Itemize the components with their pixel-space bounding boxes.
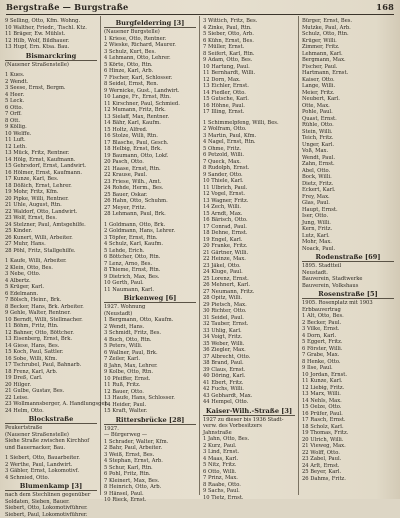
directory-entry: 28 Opitz, Willi. xyxy=(203,295,295,302)
directory-entry: 27 Meyer, Fritz. xyxy=(104,205,196,212)
directory-entry: 4 Albertz. xyxy=(5,278,97,285)
directory-entry: 15 Gehrsdorf, Ernst, Landwirt. xyxy=(5,163,97,170)
directory-entry: 7 Fischer, Karl, Schlosser. xyxy=(104,75,196,82)
directory-entry: 10 Rieck, Ernst. xyxy=(104,497,196,504)
directory-entry: 14 Heider, Paul. xyxy=(104,402,196,409)
directory-entry: 10 Gerth, Paul. xyxy=(104,280,196,287)
directory-entry: 31 Seidel, Paul. xyxy=(203,315,295,322)
header-rule xyxy=(6,14,394,15)
directory-entry: 39 Claus, Ernst. xyxy=(203,367,295,374)
directory-entry: 18 Dößich, Ernst, Lehrer. xyxy=(5,183,97,190)
directory-entry: 14 Giese, Hans, Bes. xyxy=(5,343,97,350)
directory-entry: 13 Eichler, Ernst. xyxy=(203,83,295,90)
directory-entry: Schulz, Otto, Rtn. xyxy=(302,31,394,38)
directory-entry: Erbbauvertrag xyxy=(302,307,394,314)
directory-entry: 8 Jahn, Max, Lehrer. xyxy=(104,363,196,370)
directory-entry: Voß, Max. xyxy=(302,148,394,155)
directory-entry: 12 Liebig, Fritz. xyxy=(302,385,394,392)
directory-entry: 29 Pietsch, Max. xyxy=(203,302,295,309)
directory-entry: Stein, Willi. xyxy=(302,129,394,136)
directory-entry: 23 Zabel, Paul. xyxy=(302,456,394,463)
directory-entry: Hartmann, Ernst. xyxy=(302,70,394,77)
directory-entry: 3 Weiß, Ernst, Bes. xyxy=(104,452,196,459)
directory-entry: 12 Vogel, Ernst. xyxy=(203,191,295,198)
directory-entry: Kaiser, Otto. xyxy=(302,77,394,84)
directory-entry: Peukertstraße xyxy=(5,425,97,432)
directory-entry: 37 Albrecht, Otto. xyxy=(203,354,295,361)
directory-entry: Zimmer, Fritz. xyxy=(302,44,394,51)
directory-entry: 7 Müller, Ernst. xyxy=(203,44,295,51)
directory-entry: (Nauener Straßenstelle) xyxy=(5,432,97,439)
directory-entry: 9 Selling, Otto, Kfm. Wohng. xyxy=(5,18,97,25)
directory-entry: 9 Sachs, Paul. xyxy=(203,488,295,495)
directory-entry: 7 Prinz, Max. xyxy=(203,475,295,482)
directory-entry: 3 Schulz, Kurt, Bes. xyxy=(104,49,196,56)
directory-entry: 10 Jordan, Ernst. xyxy=(302,372,394,379)
directory-entry: 13 Wagner, Fritz. xyxy=(203,198,295,205)
directory-entry: 5 Körte, Otto, Rtn. xyxy=(104,62,196,69)
street-heading: Rosenstraße [5] xyxy=(302,290,394,299)
directory-entry: 5 Nitz, Fritz. xyxy=(203,462,295,469)
directory-entry: 10 Berndt, Willi, Stellmacher. xyxy=(5,317,97,324)
directory-entry: 3 Nebe, Otto. xyxy=(5,271,97,278)
directory-entry: Wendt, Paul. xyxy=(302,155,394,162)
directory-entry: 8 Heinrich, Otto, Arb. xyxy=(104,484,196,491)
directory-entry: 4 Maas, Karl. xyxy=(203,456,295,463)
directory-entry: 11 Naumann, Karl. xyxy=(104,287,196,294)
directory-entry: (Nauener Straßenstelle) xyxy=(5,62,97,69)
directory-entry: 4 Stephan, Ernst, Arb. xyxy=(104,458,196,465)
directory-entry: 17 Illing, Ernst. xyxy=(203,109,295,116)
directory-entry: 5 Krüger, Karl. xyxy=(5,284,97,291)
directory-entry: Lutz, Karl. xyxy=(302,233,394,240)
directory-entry: 8 Thieme, Ernst, Rtn. xyxy=(104,267,196,274)
directory-entry: 2 Wieske, Richard, Maurer. xyxy=(104,42,196,49)
directory-entry: 22 Wolff, Otto. xyxy=(302,450,394,457)
directory-entry: 20 Franke, Fritz. xyxy=(203,243,295,250)
directory-entry: 1 Kaufe, Willi, Arbeiter. xyxy=(5,258,97,265)
directory-entry: Dietz, Fritz. xyxy=(302,181,394,188)
directory-entry: 38 Brand, Paul. xyxy=(203,360,295,367)
directory-entry: 2 Becker, Paul. xyxy=(302,320,394,327)
directory-entry: 2 Goldmann, Hans, Lehrer. xyxy=(104,228,196,235)
directory-entry: 40 Döring, Karl. xyxy=(203,373,295,380)
directory-entry: 1 Kriese, Otto, Rentner. xyxy=(104,36,196,43)
street-heading: Kaiser-Wilh.-Straße [3] xyxy=(203,407,295,416)
directory-entry: 25 Lorenz, Ernst. xyxy=(203,276,295,283)
directory-entry: 4 Buch, Otto, Rtn. xyxy=(104,337,196,344)
column-3 xyxy=(203,18,295,495)
directory-entry: 8 Seifert, Karl, Rtn. xyxy=(203,51,295,58)
directory-entry: Glas, Paul. xyxy=(302,200,394,207)
directory-entry: 5 Sieber, Otto, Arb. xyxy=(203,31,295,38)
directory-entry: 43 Gebhardt, Max. xyxy=(203,393,295,400)
directory-entry: 11 Kunze, Karl. xyxy=(302,378,394,385)
directory-entry: 12 Dorn, Max. xyxy=(203,77,295,84)
directory-entry: 16 Prüfer, Paul. xyxy=(302,411,394,418)
directory-entry: 1 Kues. xyxy=(5,72,97,79)
street-heading: Rodenstraße [69] xyxy=(302,253,394,262)
column-2 xyxy=(104,18,196,495)
directory-entry: Frey, Max. xyxy=(302,194,394,201)
directory-entry: 26 Hahn, Otto, Schuhm. xyxy=(104,198,196,205)
directory-entry: 6 Edelmann. xyxy=(5,291,97,298)
directory-entry: 15 Oelze, Otto. xyxy=(302,404,394,411)
directory-entry: 1927. xyxy=(104,426,196,433)
column-divider xyxy=(199,16,200,495)
directory-entry: 19 Engel, Karl. xyxy=(203,237,295,244)
directory-entry: 2 Bahr, Paul, Arbeiter. xyxy=(104,445,196,452)
directory-entry: nach dem Stechlinen gegenüber xyxy=(5,492,97,499)
directory-entry: 24 Rohde, Herm., Bes. xyxy=(104,185,196,192)
directory-entry: 7 Kleinert, Max, Bes. xyxy=(104,478,196,485)
directory-entry: 2 Werthe, Paul, Landwirt. xyxy=(5,462,97,469)
directory-entry: 10 Hartung, Paul. xyxy=(203,64,295,71)
directory-entry: 9 Adam, Otto, Bes. xyxy=(203,57,295,64)
directory-entry: 41 Ebert, Fritz. xyxy=(203,380,295,387)
directory-entry: 28 Lehmann, Paul, Brk. xyxy=(104,211,196,218)
directory-entry: 5 Ohme, Fritz. xyxy=(203,146,295,153)
directory-entry: Teich, Fritz. xyxy=(302,135,394,142)
directory-entry: 3 Schmidt, Fritz, Bes. xyxy=(104,330,196,337)
directory-entry: 5 Leck. xyxy=(5,98,97,105)
directory-entry: 10 Lange, Fr., Ernst, Rtn. xyxy=(104,94,196,101)
directory-entry: 17 Rasch, Ernst. xyxy=(302,417,394,424)
directory-entry: 10 Walther, Friedr., Tischl. Ktz. xyxy=(5,25,97,32)
directory-entry: 13 Marx, Willi. xyxy=(302,391,394,398)
directory-entry: 20 Ulrich, Willi. xyxy=(302,437,394,444)
directory-entry: 13 Sielaff, Max, Rentner. xyxy=(104,114,196,121)
directory-entry: 34 Voigt, Fritz. xyxy=(203,334,295,341)
directory-entry: 25 Kinder. xyxy=(5,228,97,235)
directory-entry: 1 Goldmann, Otto, Brk. xyxy=(104,222,196,229)
street-heading: Rittersbrücke [28] xyxy=(104,416,196,425)
directory-entry: 22 Krause, Paul. xyxy=(104,172,196,179)
directory-entry: 11 Ulbrich, Paul. xyxy=(203,185,295,192)
directory-entry: 27 Neumann, Fritz. xyxy=(203,289,295,296)
directory-entry: 6 Pohl, Fritz, Rtn. xyxy=(104,471,196,478)
directory-entry: 13 Haufe, Hans, Schlosser. xyxy=(104,395,196,402)
directory-entry: Siebert, Paul, Lokomotivführer. xyxy=(5,512,97,518)
directory-entry: 12 Bahner, Otto, Böttcher. xyxy=(5,330,97,337)
directory-entry: Haupt, Ernst. xyxy=(302,207,394,214)
directory-entry: 17 Tschrubel, Paul, Bahnarb. xyxy=(5,362,97,369)
directory-entry: 24 Helm, Otto. xyxy=(5,408,97,415)
directory-entry: Pohle, Paul. xyxy=(302,109,394,116)
directory-entry: (Neustadt) xyxy=(104,311,196,318)
directory-entry: 21 Gärtner, Willi. xyxy=(203,250,295,257)
directory-entry: 19 Dreß, Carl. xyxy=(5,375,97,382)
directory-entry: 21 Vieweg, Max. xyxy=(302,443,394,450)
directory-entry: 20 Pipke, Willi, Rentner. xyxy=(5,196,97,203)
directory-entry: 5 Schur, Karl, Rtn. xyxy=(104,465,196,472)
directory-entry: 24 Kluge, Paul. xyxy=(203,269,295,276)
directory-entry: 17 Blasche, Paul, Gesch. xyxy=(104,140,196,147)
directory-entry: 14 Fiedler, Otto. xyxy=(203,90,295,97)
directory-entry: 10 Thiele, Karl. xyxy=(203,178,295,185)
directory-entry: 1905. Rosenplatz mit 1903 xyxy=(302,300,394,307)
directory-entry: 23 Wolf, Ernst, Bes. xyxy=(5,215,97,222)
directory-entry: Siehe Straße zwischen Kirchhof xyxy=(5,438,97,445)
directory-entry: 25 Bauer, Oskar. xyxy=(104,192,196,199)
directory-entry: 8 Becker, Hans, Brk. Arbeiter. xyxy=(5,304,97,311)
directory-entry: 44 Hempel, Otto. xyxy=(203,399,295,406)
directory-entry: Bock, Willi. xyxy=(302,174,394,181)
directory-entry: 8 Ott. xyxy=(5,118,97,125)
directory-entry: 8 Raabe, Otto. xyxy=(203,482,295,489)
directory-entry: 12 Hilb, Wolf, Bildhauer. xyxy=(5,38,97,45)
directory-entry: Neubert, Karl. xyxy=(302,96,394,103)
directory-entry: 23 Wollmannsberger, A. Handlungsgeh. xyxy=(5,401,97,408)
directory-entry: Iser, Otto. xyxy=(302,213,394,220)
directory-entry: Krüger, Willi. xyxy=(302,38,394,45)
directory-entry: 14 Hölg, Ernst, Kaufmann. xyxy=(5,157,97,164)
directory-entry: 8 Henke, Otto. xyxy=(302,359,394,366)
directory-entry: 26 Kunert, Willi, Arbeiter. xyxy=(5,235,97,242)
directory-entry: 1895. Stadtteil xyxy=(302,263,394,270)
directory-entry: 9 Hänsel, Paul. xyxy=(104,491,196,498)
directory-entry: 12 Leth. xyxy=(5,144,97,151)
directory-entry: 42 Fuchs, Willi. xyxy=(203,386,295,393)
directory-entry: 14 Nehls, Max. xyxy=(302,398,394,405)
page-number: 168 xyxy=(376,2,394,12)
directory-entry: 4 Zinke, Paul, Rtn. xyxy=(203,25,295,32)
directory-entry: 17 Kunze, Karl, Bes. xyxy=(5,176,97,183)
directory-entry: 3 Vilke, Ernst. xyxy=(302,326,394,333)
directory-entry: Bergmann, Max. xyxy=(302,57,394,64)
directory-entry: Soldaten, Sieben, Bauer. xyxy=(5,499,97,506)
directory-entry: 32 Tauber, Ernst. xyxy=(203,321,295,328)
directory-entry: 22 Leise. xyxy=(5,395,97,402)
directory-entry: 4 Schulz, Karl, Kaufm. xyxy=(104,241,196,248)
directory-entry: 5 Lehde, Erich. xyxy=(104,248,196,255)
directory-entry: 14 Zech, Willi. xyxy=(203,204,295,211)
directory-entry: 16 Sobe, Willi, Kfm. xyxy=(5,356,97,363)
directory-entry: 20 Pasch, Otto. xyxy=(104,159,196,166)
directory-entry: 27 Muhr, Hans. xyxy=(5,241,97,248)
directory-entry: 11 Kirschner, Paul, Schmied. xyxy=(104,101,196,108)
directory-entry: und Bauernacker, Bau. xyxy=(5,445,97,452)
directory-entry: Kern, Fritz. xyxy=(302,226,394,233)
street-heading: Bismarckring xyxy=(5,52,97,61)
directory-entry: 4 Heer. xyxy=(5,92,97,99)
directory-entry: 36 Ziegler, Max. xyxy=(203,347,295,354)
directory-entry: 9 Köllig. xyxy=(5,124,97,131)
directory-entry: Fischer, Paul. xyxy=(302,64,394,71)
directory-entry: 15 Arndt, Max. xyxy=(203,211,295,218)
directory-entry: 33 Uhlig, Karl. xyxy=(203,328,295,335)
directory-entry: 9 Gehle, Walter, Rentner. xyxy=(5,310,97,317)
directory-entry: Bauverein, Volkshaus xyxy=(302,283,394,290)
directory-entry: 8 Seidel, Ernst, Ren. xyxy=(104,81,196,88)
directory-entry: 22 Heinze, Max. xyxy=(203,256,295,263)
directory-entry: 9 Sander, Otto. xyxy=(203,172,295,179)
directory-entry: 23 Friese, Wilh., Amt. xyxy=(104,179,196,186)
directory-entry: Lange, Willi. xyxy=(302,83,394,90)
running-head: Bergstraße — Burgstraße xyxy=(6,2,128,12)
directory-entry: Otte, Max. xyxy=(302,103,394,110)
directory-entry: Jung, Willi. xyxy=(302,220,394,227)
directory-entry: Noack, Paul. xyxy=(302,246,394,253)
directory-entry: verw. des Vorbesitzers xyxy=(203,423,295,430)
directory-entry: 19 Thomas, Fritz. xyxy=(302,430,394,437)
directory-entry: 16 Bärisch, Otto. xyxy=(203,217,295,224)
directory-entry: 4 Dorn, Karl. xyxy=(302,333,394,340)
directory-entry: 28 Pöhl, Fritz, Stallgehilfe. xyxy=(5,248,97,255)
directory-entry: 2 Klein, Otto, Bes. xyxy=(5,265,97,272)
directory-entry: 3 Lind, Ernst. xyxy=(203,449,295,456)
street-heading: Birkenweg [6] xyxy=(104,294,196,303)
directory-entry: 24 Stelzner, Paul, Amtsgehilfe. xyxy=(5,222,97,229)
directory-entry: 6 Wallner, Paul, Brk. xyxy=(104,350,196,357)
directory-entry: Unger, Karl. xyxy=(302,142,394,149)
directory-entry: Eckert, Karl. xyxy=(302,187,394,194)
directory-entry: 7 Orff. xyxy=(5,111,97,118)
directory-entry: 1927. Wohnung xyxy=(104,304,196,311)
directory-entry: 1927 zu dieser bis 1936 Stadt- xyxy=(203,417,295,424)
directory-entry: 12 Mumann, Fritz, Brk. xyxy=(104,107,196,114)
directory-entry: 6 Kühn, Ernst, Bes. xyxy=(203,38,295,45)
directory-entry: 4 Nagel, Ernst, Rtn. xyxy=(203,139,295,146)
directory-entry: 1 Schimmelpfeng, Willi, Bes. xyxy=(203,120,295,127)
directory-entry: 2 Wendt, Hans. xyxy=(104,324,196,331)
directory-entry: 2 Wolfram, Otto. xyxy=(203,126,295,133)
directory-entry: 11 Ruß, Fritz. xyxy=(104,382,196,389)
column-4 xyxy=(302,18,394,495)
directory-entry: 18 Dehne, Ernst. xyxy=(203,230,295,237)
directory-entry: 7 Bölsch, Heinr., Brk. xyxy=(5,297,97,304)
directory-entry: 6 Otto. xyxy=(5,105,97,112)
directory-entry: 13 Eisenberg, Ernst, Brk. xyxy=(5,336,97,343)
directory-entry: Abel, Otto. xyxy=(302,168,394,175)
directory-entry: Mutzke, Paul, Arb. xyxy=(302,25,394,32)
directory-entry: 15 Kraft, Walter. xyxy=(104,408,196,415)
directory-entry: 13 Hupf, Ern. Ktsa. Bau. xyxy=(5,44,97,51)
directory-entry: Bürger, Ernst, Bes. xyxy=(302,18,394,25)
directory-entry: 22 Waldorf, Otto, Landwirt. xyxy=(5,209,97,216)
directory-entry: 30 Richter, Otto. xyxy=(203,308,295,315)
directory-entry: Neustadt. xyxy=(302,270,394,277)
directory-entry: 15 Holtz, Alfred. xyxy=(104,127,196,134)
page-header xyxy=(6,2,394,14)
directory-entry: 1 Schrader, Walter, Kfm. xyxy=(104,439,196,446)
directory-entry: 3 Töpfer, Ernst, Rtn. xyxy=(104,235,196,242)
column-divider xyxy=(298,16,299,495)
directory-entry: 18 Scholz, Karl. xyxy=(302,424,394,431)
directory-entry: 18 Frenz, Karl, Arb. xyxy=(5,369,97,376)
directory-entry: 20 Hilger. xyxy=(5,382,97,389)
directory-entry: 9 Wernicke, Gust., Landwirt. xyxy=(104,88,196,95)
directory-entry: 10 Welffe. xyxy=(5,131,97,138)
street-heading: Blumenkamp [3] xyxy=(5,482,97,491)
directory-entry: Rühle, Otto. xyxy=(302,122,394,129)
directory-entry: 11 Bernhardt, Willi. xyxy=(203,70,295,77)
directory-entry: 1 Alt, Otto, Bes. xyxy=(302,313,394,320)
directory-entry: — Bürgerweg — xyxy=(104,432,196,439)
directory-entry: 4 Lehmann, Otto, Lehrer. xyxy=(104,55,196,62)
directory-entry: 14 Bähr, Karl, Kaufm. xyxy=(104,120,196,127)
directory-entry: Quast, Ernst. xyxy=(302,116,394,123)
directory-entry: 16 Höhne, Paul. xyxy=(203,103,295,110)
directory-entry: 1 Jahn, Otto, Bes. xyxy=(203,436,295,443)
directory-entry: 9 Ilse, Paul. xyxy=(302,365,394,372)
directory-entry: 2 Wendt. xyxy=(5,79,97,86)
directory-entry: 5 Peters, Willi. xyxy=(104,343,196,350)
directory-entry: 19 Baumann, Otto, Lokf. xyxy=(104,153,196,160)
directory-entry: 6 Otto, Willi. xyxy=(203,469,295,476)
directory-entry: 1 Bergmann, Otto, Kaufm. xyxy=(104,317,196,324)
directory-entry: 6 Hinze, Karl, Arb. xyxy=(104,68,196,75)
column-divider xyxy=(100,16,101,495)
directory-entry: 9 Dietrich, Max, Bes. xyxy=(104,274,196,281)
directory-entry: Bauverein, Stadtwerke xyxy=(302,276,394,283)
directory-entry: 11 Bräger, Ew. Mühlst. xyxy=(5,31,97,38)
directory-entry: 2 Kurz, Paul. xyxy=(203,443,295,450)
directory-entry: 16 Stolze, Willi, Rtn. xyxy=(104,133,196,140)
directory-entry: 35 Weber, Willi. xyxy=(203,341,295,348)
directory-entry: 10 Pfeiffer, Ernst. xyxy=(104,376,196,383)
directory-entry: 13 Mück, Fritz, Rentner. xyxy=(5,150,97,157)
directory-entry: 12 Bauer, Otto. xyxy=(104,389,196,396)
directory-entry: 6 Böttcher, Otto, Rtn. xyxy=(104,254,196,261)
directory-entry: 6 Förster, Willi. xyxy=(302,346,394,353)
directory-entry: 21 Gulbe, Gustav, Bes. xyxy=(5,388,97,395)
directory-entry: 3 Gäbler, Ernst, Lokomotivf. xyxy=(5,468,97,475)
directory-entry: Mohr, Max. xyxy=(302,239,394,246)
directory-entry: 8 Rudolph, Ernst. xyxy=(203,165,295,172)
directory-entry: 3 Seese, Ernst, Bergm. xyxy=(5,85,97,92)
directory-entry: Lehmann, Karl. xyxy=(302,51,394,58)
directory-entry: 4 Schmied, Otto. xyxy=(5,475,97,482)
directory-entry: 3 Martin, Paul, Kfm. xyxy=(203,133,295,140)
directory-entry: 7 Grabe, Max. xyxy=(302,352,394,359)
directory-entry: 21 Uhle, August, Rtn. xyxy=(5,202,97,209)
directory-entry: 10 Tietz, Ernst. xyxy=(203,495,295,502)
directory-entry: 15 Gutsche, Karl. xyxy=(203,96,295,103)
directory-entry: 17 Conrad, Paul. xyxy=(203,224,295,231)
directory-entry: 3 Wittich, Fritz, Bes. xyxy=(203,18,295,25)
street-heading: Burgfelderring [3] xyxy=(104,19,196,28)
directory-entry: 11 Luft. xyxy=(5,137,97,144)
directory-entry: Jahnstraße xyxy=(203,430,295,437)
directory-entry: Siebert, Otto, Lokomotivführer. xyxy=(5,505,97,512)
directory-entry: Meier, Fritz. xyxy=(302,90,394,97)
directory-entry: 23 Jäkel, Otto. xyxy=(203,263,295,270)
directory-entry: 6 Petzold, Willi. xyxy=(203,152,295,159)
directory-entry: 1 Siebert, Otto, Bauarbeiter. xyxy=(5,455,97,462)
directory-entry: 7 Zeiler, Karl. xyxy=(104,356,196,363)
directory-entry: 18 Helbig, Ernst, Brk. xyxy=(104,146,196,153)
directory-entry: 21 Haase, Ernst, Rtn. xyxy=(104,166,196,173)
directory-entry: 26 Dahms, Fritz. xyxy=(302,476,394,483)
directory-entry: 19 Mohr, Fritz, Kfm. xyxy=(5,189,97,196)
directory-entry: 11 Böhm, Fritz, Rtn. xyxy=(5,323,97,330)
directory-entry: 7 Lenz, Arno, Bes. xyxy=(104,261,196,268)
column-1 xyxy=(5,18,97,495)
directory-entry: (Nauener Burgstelle) xyxy=(104,29,196,36)
directory-entry: 16 Hölmer, Ernst, Kaufmann. xyxy=(5,170,97,177)
directory-entry: 25 Beyer, Karl. xyxy=(302,469,394,476)
directory-entry: 7 Queck, Max. xyxy=(203,159,295,166)
directory-entry: 5 Eggert, Fritz. xyxy=(302,339,394,346)
directory-entry: Zahn, Ernst. xyxy=(302,161,394,168)
directory-entry: 15 Koch, Paul, Sattler. xyxy=(5,349,97,356)
directory-entry: 9 Kolbe, Otto, Rtn. xyxy=(104,369,196,376)
directory-entry: 26 Mehnert, Karl. xyxy=(203,282,295,289)
street-heading: Blockstraße xyxy=(5,415,97,424)
directory-entry: 24 Arlt, Ernst. xyxy=(302,463,394,470)
